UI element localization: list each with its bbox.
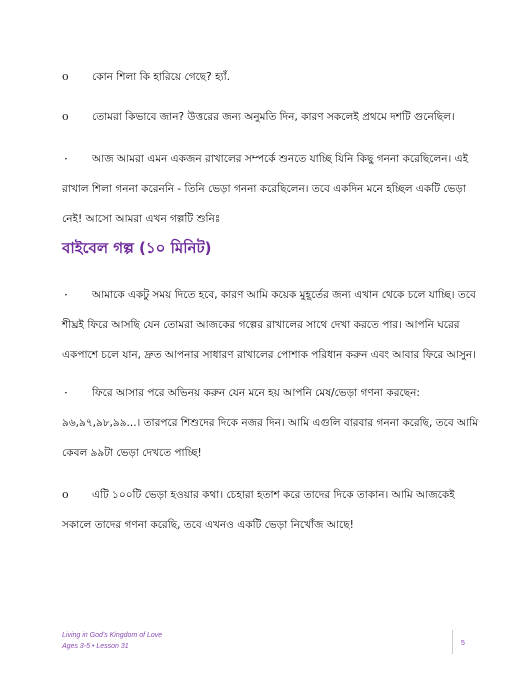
list-item [62,280,480,370]
page-number: 5 [461,640,465,647]
list-item-text: ফিরে আসার পরে অভিনয় করুন যেন মনে হয় আপনি মেষ/ভেড়া গণনা করছেন: ৯৬,৯৭,৯৮,৯৯...। তারপরে শিশুদের দিকে নজর দিন। আমি এগুলি বারবার গননা করেছি, তবে আমি কেবল ৯৯টা ভেড়া দেখতে পাচ্ছি! [62,387,479,459]
list-item-text: আজ আমরা এমন একজন রাখালের সম্পর্কে শুনতে যাচ্ছি যিনি কিছু গননা করেছিলেন। এই রাখাল শিলা গননা করেননি - তিনি ভেড়া গননা করেছিলেন। তবে একদিন মনে হচ্ছিল একটি ভেড়া নেই! আসো আমরা এখন গল্পটি শুনিঃ [62,153,469,225]
list-item [62,480,480,540]
list-item [62,144,480,234]
list-marker: o [62,70,69,83]
list-item-text: তোমরা কিভাবে জান? উত্তরের জন্য অনুমতি দিন, কারণ সকলেই প্রথমে দশটি গুনেছিল। [92,111,455,123]
list-marker: · [64,152,68,166]
list-item-text: এটি ১০০টি ভেড়া হওয়ার কথা। চেহারা হতাশ করে তাদের দিকে তাকান। আমি আজকেই সকালে তাদের গণনা করেছি, তবে এখনও একটি ভেড়া নিখোঁজ আছে! [62,489,455,531]
footer-subtitle: Ages 3-5 • Lesson 31 [62,643,129,650]
list-marker: · [64,288,68,302]
list-item [62,62,480,92]
list-item [62,102,480,132]
list-item-text: আমাকে একটু সময় দিতে হবে, কারণ আমি কয়েক মুহূর্তের জন্য এখান থেকে চলে যাচ্ছি। তবে শীঘ্রই ফিরে আসছি যেন তোমরা আজকের গল্পের রাখালের সাথে দেখা করতে পার। আপনি ঘরের একপাশে চলে যান, দ্রুত আপনার সাধারণ রাখালের পোশাক পরিধান করুন এবং আবার ফিরে আসুন। [62,289,476,361]
footer-title: Living in God's Kingdom of Love [62,632,163,639]
list-item-text: কোন শিলা কি হারিয়ে গেছে? হ্যাঁ. [92,71,231,83]
list-item [62,378,480,468]
list-marker: o [62,110,69,123]
section-heading: বাইবেল গল্প (১০ মিনিট) [62,239,212,257]
list-marker: o [62,488,69,501]
page-footer [62,630,162,652]
page-number-box [452,630,465,654]
list-marker: · [64,386,68,400]
